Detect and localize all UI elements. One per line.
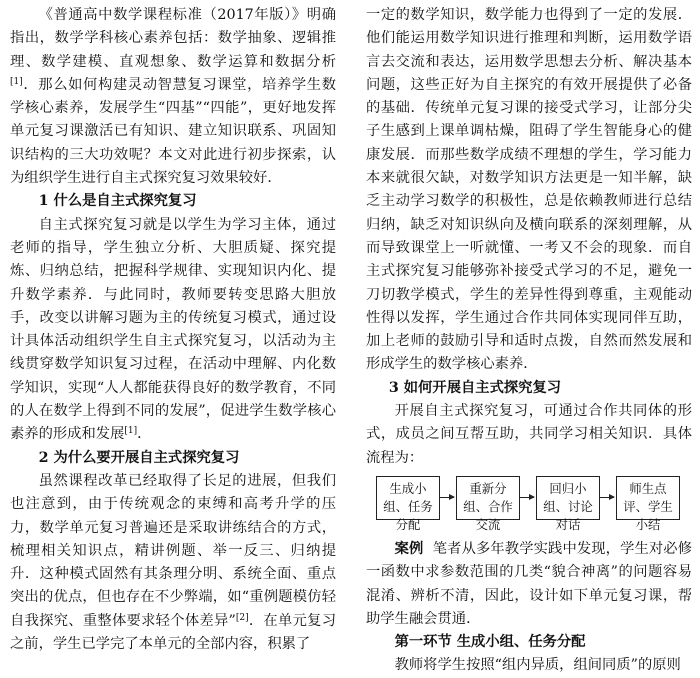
left-column (10, 4, 336, 656)
intro-paragraph (10, 4, 336, 190)
flow-step-4: 师生点评、学生小结 (616, 476, 680, 520)
case-label: 案例 (394, 540, 424, 557)
citation-3: [2] (235, 612, 249, 623)
section-2-paragraph (10, 470, 336, 656)
case-paragraph (366, 538, 692, 631)
step-heading-1: 第一环节 生成小组、任务分配 (394, 634, 586, 651)
flow-arrow-2 (520, 497, 534, 498)
flow-step-3: 回归小组、讨论对话 (536, 476, 600, 520)
case-text: 笔者从多年教学实践中发现，学生对必修一函数中求参数范围的几类“貌合神离”的问题容易混淆、辨析不清，因此，设计如下单元复习课，帮助学生融会贯通． (366, 540, 693, 627)
section-1-paragraph (10, 214, 336, 447)
flow-step-1: 生成小组、任务分配 (376, 476, 440, 520)
citation-1: [1] (10, 76, 23, 87)
section-heading-1: 1 什么是自主式探究复习 (38, 193, 197, 210)
flow-arrow-1 (440, 497, 454, 498)
flow-step-2: 重新分组、合作交流 (456, 476, 520, 520)
section-3-paragraph: 开展自主式探究复习，可通过合作共同体的形式，成员之间互帮互助，共同学习相关知识．具体流程为： (366, 403, 692, 466)
section-1-text: 自主式探究复习就是以学生为学习主体，通过老师的指导，学生独立分析、大胆质疑、探究提炼、归纳总结，把握科学规律、实现知识内化、提升数学素养．与此同时，教师要转变思路大胆放手，改变以讲解习题为主的传统复习模式，通过设计具体活动组织学生自主式探究复习，以活动为主线贯穿数学知识复习过程，在活动中理解、内化数学知识，实现“人人都能获得良好的数学教育，不同的人在数学上得到不同的发展”，促进学生数学核心素养的形成和发展 (10, 216, 336, 443)
right-column (366, 4, 692, 678)
section-2-text: 虽然课程改革已经取得了长足的进展，但我们也注意到，由于传统观念的束缚和高考升学的压力，数学单元复习普遍还是采取讲练结合的方式，梳理相关知识点，精讲例题、举一反三、归纳提升．这种模式固然有其条理分明、系统全面、重点突出的优点，但也存在不少弊端，如“重例题模仿轻自我探究、重整体要求轻个体差异” (10, 472, 336, 629)
step-1-paragraph: 教师将学生按照“组内异质，组间同质”的原则 (394, 657, 681, 674)
section-1-text-tail: ． (137, 426, 152, 443)
process-flowchart (366, 472, 692, 534)
section-heading-2: 2 为什么要开展自主式探究复习 (38, 449, 240, 466)
section-2-text-tail: ．在单元复习之前，学生已学完了本单元的全部内容，积累了 (10, 612, 337, 653)
citation-2: [1] (124, 426, 138, 437)
continued-paragraph: 一定的数学知识，数学能力也得到了一定的发展．他们能运用数学知识进行推理和判断，运用数学语言去交流和表达，运用数学思想去分析、解决基本问题，这些正好为自主探究的有效开展提供了必备的基础．传统单元复习课的接受式学习，让部分尖子生感到上课单调枯燥，阻碍了学生智能身心的健康发展．而那些数学成绩不理想的学生，学习能力本来就很欠缺，对数学知识方法更是一知半解，缺乏主动学习数学的积极性，总是依赖教师进行总结归纳，缺乏对知识纵向及横向联系的深刻理解，从而导致课堂上一听就懂、一考又不会的现象．而自主式探究复习能够弥补接受式学习的不足，避免一刀切教学模式，学生的差异性得到尊重，主观能动性得以发挥，学生通过合作共同体实现同伴互助，加上老师的鼓励引导和适时点拨，自然而然发展和形成学生的数学核心素养． (366, 7, 692, 373)
flow-arrow-3 (600, 497, 614, 498)
intro-text-tail: ．那么如何构建灵动智慧复习课堂，培养学生数学核心素养，发展学生“四基”“四能”，更好地发挥单元复习课激活已有知识、建立知识联系、巩固知识结构的三大功效呢？本文对此进行初步探索，认为组织学生进行自主式探究复习效果较好． (10, 76, 336, 187)
section-heading-3: 3 如何开展自主式探究复习 (388, 379, 562, 396)
intro-text: 《普通高中数学课程标准（2017年版）》明确指出，数学学科核心素养包括：数学抽象、逻辑推理、数学建模、直观想象、数学运算和数据分析 (10, 7, 336, 70)
